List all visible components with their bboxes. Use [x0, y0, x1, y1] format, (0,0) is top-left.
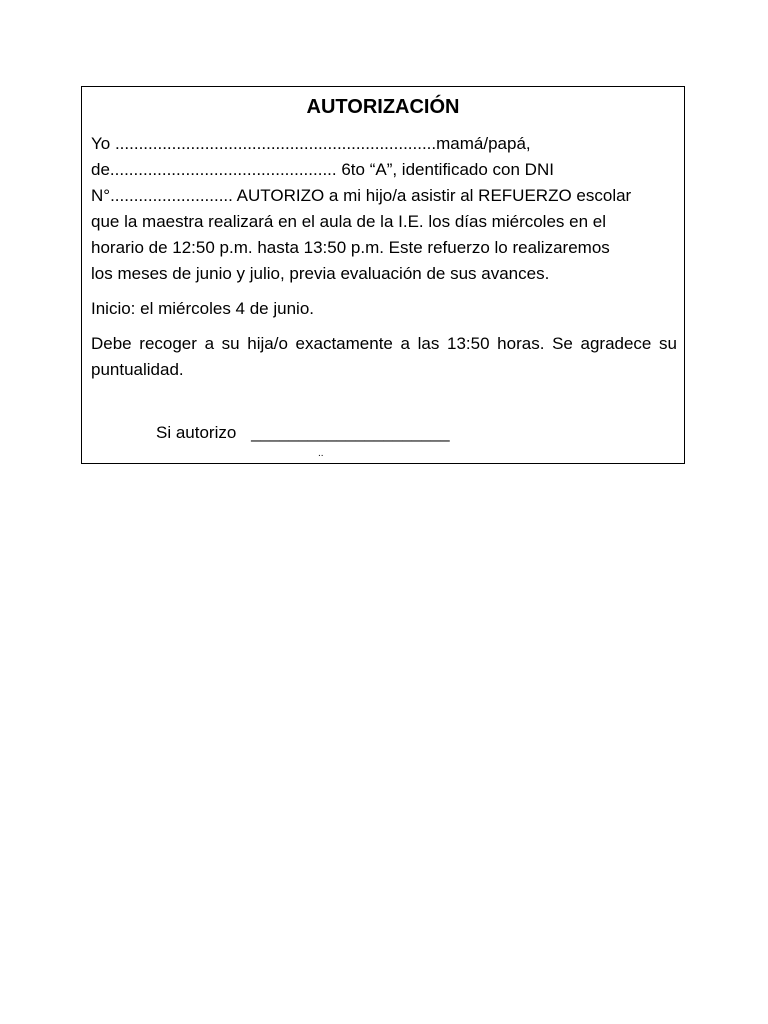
- signature-blank-line: _____________________: [251, 423, 450, 442]
- pickup-paragraph: Debe recoger a su hija/o exactamente a las 13:50 horas. Se agradece su puntualidad.: [91, 334, 677, 379]
- paragraph-line-2: de................................................ 6to “A”, identificado con DNI: [91, 160, 554, 179]
- authorization-paragraph: [91, 131, 677, 287]
- document-title: AUTORIZACIÓN: [306, 96, 460, 118]
- paragraph-line-6: los meses de junio y julio, previa evaluación de sus avances.: [91, 264, 550, 283]
- paragraph-line-1-text: Yo ....................................................................mamá/papá,: [91, 134, 531, 153]
- signature-label: Si autorizo: [156, 423, 237, 442]
- paragraph-line-3: N°.......................... AUTORIZO a mi hijo/a asistir al REFUERZO escolar: [91, 186, 632, 205]
- paragraph-line-5: horario de 12:50 p.m. hasta 13:50 p.m. Este refuerzo lo realizaremos: [91, 238, 610, 257]
- paragraph-line-1: [91, 131, 677, 157]
- signature-row: [156, 420, 450, 446]
- paragraph-line-4: que la maestra realizará en el aula de la I.E. los días miércoles en el: [91, 212, 606, 231]
- authorization-box: [81, 86, 685, 464]
- bottom-mark: ..: [318, 448, 324, 459]
- start-date-line: Inicio: el miércoles 4 de junio.: [91, 299, 315, 318]
